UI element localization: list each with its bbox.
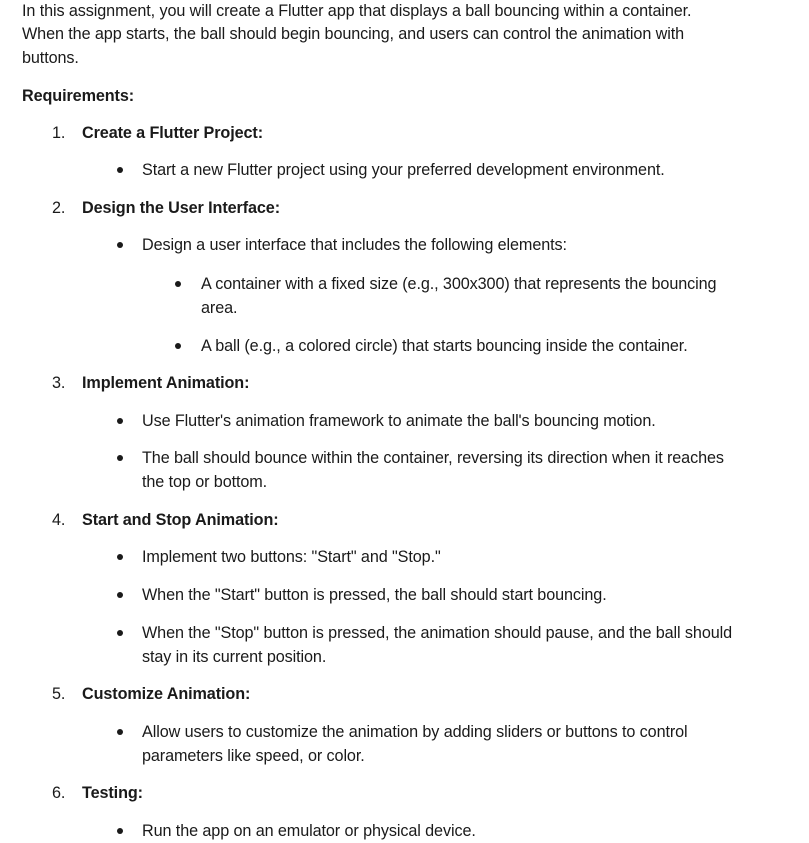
section-6-bullet-1: Run the app on an emulator or physical device.: [142, 822, 476, 840]
section-title-2: Design the User Interface:: [82, 199, 281, 217]
section-5-bullet-1-line-2: parameters like speed, or color.: [142, 747, 365, 765]
section-3-bullet-2-line-2: the top or bottom.: [142, 473, 268, 491]
section-number-4: 4.: [52, 511, 66, 529]
bullet-icon: [117, 167, 123, 173]
bullet-icon: [117, 455, 123, 461]
section-number-1: 1.: [52, 124, 66, 142]
section-1-bullet-1: Start a new Flutter project using your preferred development environment.: [142, 161, 665, 179]
bullet-icon: [117, 418, 123, 424]
section-number-6: 6.: [52, 784, 66, 802]
section-4-bullet-3-line-1: When the "Stop" button is pressed, the animation should pause, and the ball should: [142, 624, 733, 642]
section-4-bullet-2: When the "Start" button is pressed, the ball should start bouncing.: [142, 586, 607, 604]
bullet-icon: [117, 828, 123, 834]
section-number-2: 2.: [52, 199, 66, 217]
section-3-bullet-2-line-1: The ball should bounce within the container, reversing its direction when it reaches: [142, 449, 724, 467]
bullet-icon: [175, 343, 181, 349]
section-3-bullet-1: Use Flutter's animation framework to animate the ball's bouncing motion.: [142, 412, 656, 430]
bullet-icon: [117, 242, 123, 248]
section-title-4: Start and Stop Animation:: [82, 511, 279, 529]
section-title-3: Implement Animation:: [82, 374, 250, 392]
section-2-bullet-1: Design a user interface that includes the following elements:: [142, 236, 567, 254]
bullet-icon: [117, 554, 123, 560]
bullet-icon: [175, 281, 181, 287]
section-2-sub-bullet-1-line-2: area.: [201, 299, 238, 317]
bullet-icon: [117, 729, 123, 735]
section-4-bullet-3-line-2: stay in its current position.: [142, 648, 327, 666]
section-2-sub-bullet-1-line-1: A container with a fixed size (e.g., 300x300) that represents the bouncing: [201, 275, 717, 293]
section-5-bullet-1-line-1: Allow users to customize the animation by adding sliders or buttons to control: [142, 723, 688, 741]
section-number-3: 3.: [52, 374, 66, 392]
bullet-icon: [117, 592, 123, 598]
section-number-5: 5.: [52, 685, 66, 703]
requirements-heading: Requirements:: [22, 87, 135, 105]
section-title-5: Customize Animation:: [82, 685, 251, 703]
intro-line-1: In this assignment, you will create a Flutter app that displays a ball bouncing within a container.: [22, 2, 692, 20]
section-4-bullet-1: Implement two buttons: "Start" and "Stop.": [142, 548, 441, 566]
bullet-icon: [117, 630, 123, 636]
section-title-6: Testing:: [82, 784, 143, 802]
section-2-sub-bullet-2: A ball (e.g., a colored circle) that starts bouncing inside the container.: [201, 337, 688, 355]
intro-line-3: buttons.: [22, 49, 79, 67]
section-title-1: Create a Flutter Project:: [82, 124, 264, 142]
intro-line-2: When the app starts, the ball should begin bouncing, and users can control the animation with: [22, 25, 684, 43]
